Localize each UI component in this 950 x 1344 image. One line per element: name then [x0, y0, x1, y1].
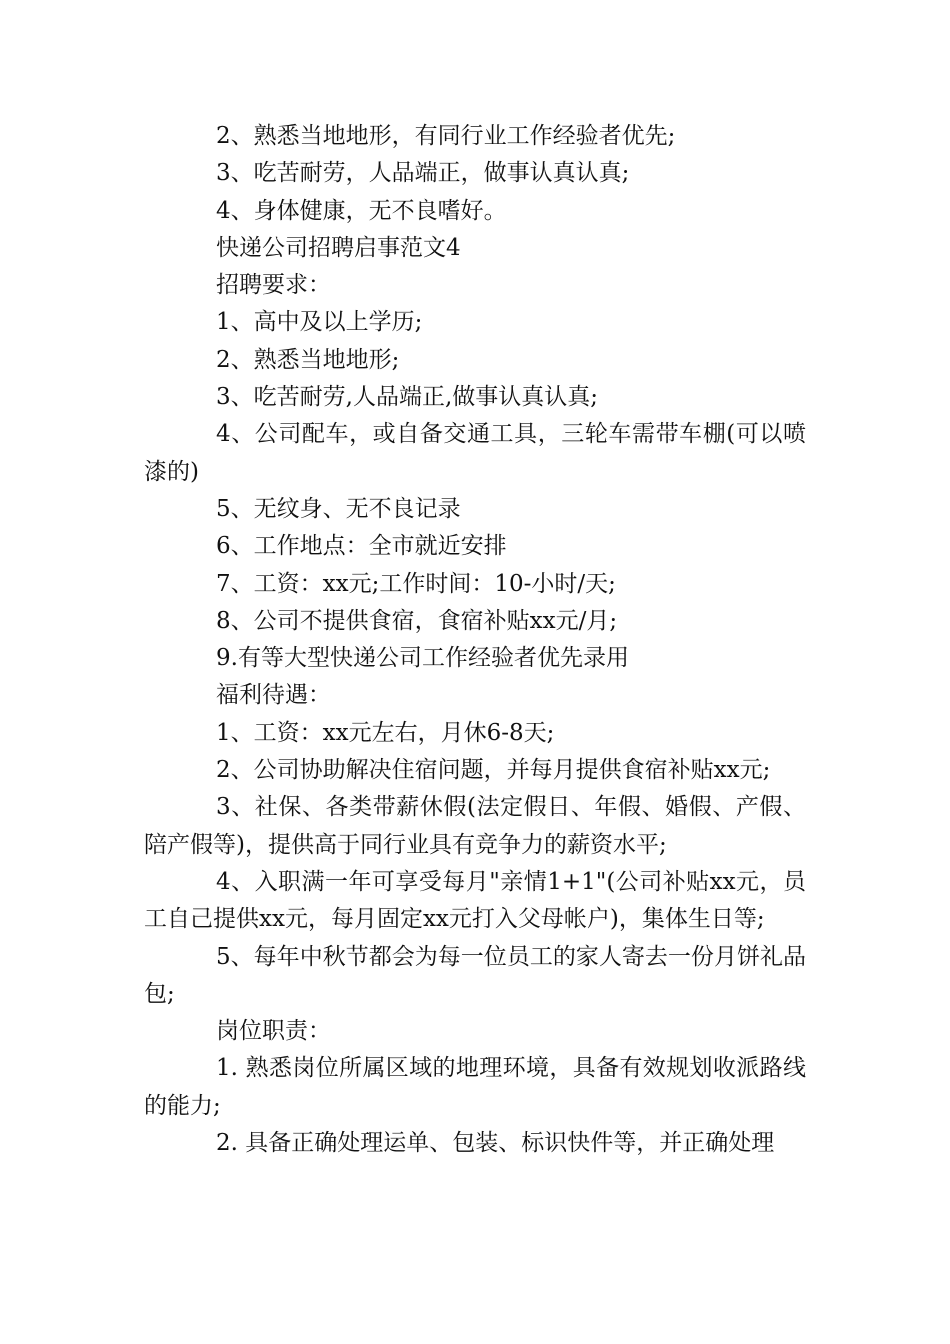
requirement-item: 5、无纹身、无不良记录	[216, 495, 461, 522]
heading-duties: 岗位职责：	[216, 1018, 331, 1045]
requirement-item: 7、工资：xx元;工作时间：10-小时/天;	[216, 570, 616, 597]
requirement-item: 1、高中及以上学历;	[216, 309, 423, 336]
paragraph-3: 4、身体健康，无不良嗜好。	[216, 197, 507, 224]
requirement-item: 3、吃苦耐劳,人品端正,做事认真认真;	[216, 384, 599, 411]
benefit-item: 4、入职满一年可享受每月"亲情1+1"(公司补贴xx元，员工自己提供xx元，每月固定xx元打入父母帐户)，集体生日等;	[144, 868, 806, 933]
heading-requirements: 招聘要求：	[216, 272, 331, 299]
heading-benefits: 福利待遇：	[216, 682, 331, 709]
benefit-item: 3、社保、各类带薪休假(法定假日、年假、婚假、产假、陪产假等)，提供高于同行业具有竞争力的薪资水平;	[144, 794, 806, 858]
benefit-item: 5、每年中秋节都会为每一位员工的家人寄去一份月饼礼品包;	[144, 943, 806, 1007]
requirement-item: 9.有等大型快递公司工作经验者优先录用	[216, 645, 629, 672]
duty-item: 1. 熟悉岗位所属区域的地理环境，具备有效规划收派路线的能力;	[144, 1055, 806, 1119]
duty-item: 2. 具备正确处理运单、包装、标识快件等，并正确处理	[216, 1130, 775, 1157]
requirement-item: 2、熟悉当地地形;	[216, 346, 400, 373]
document-body	[144, 118, 806, 1162]
paragraph-1: 2、熟悉当地地形，有同行业工作经验者优先;	[216, 123, 676, 149]
requirement-item: 8、公司不提供食宿，食宿补贴xx元/月;	[216, 607, 618, 634]
paragraph-2: 3、吃苦耐劳，人品端正，做事认真认真;	[216, 160, 630, 187]
benefit-item: 1、工资：xx元左右，月休6-8天;	[216, 719, 555, 746]
requirement-item: 4、公司配车，或自备交通工具，三轮车需带车棚(可以喷漆的)	[144, 421, 806, 485]
requirement-item: 6、工作地点：全市就近安排	[216, 533, 507, 560]
benefit-item: 2、公司协助解决住宿问题，并每月提供食宿补贴xx元;	[216, 757, 771, 784]
section-title: 快递公司招聘启事范文4	[216, 234, 461, 261]
